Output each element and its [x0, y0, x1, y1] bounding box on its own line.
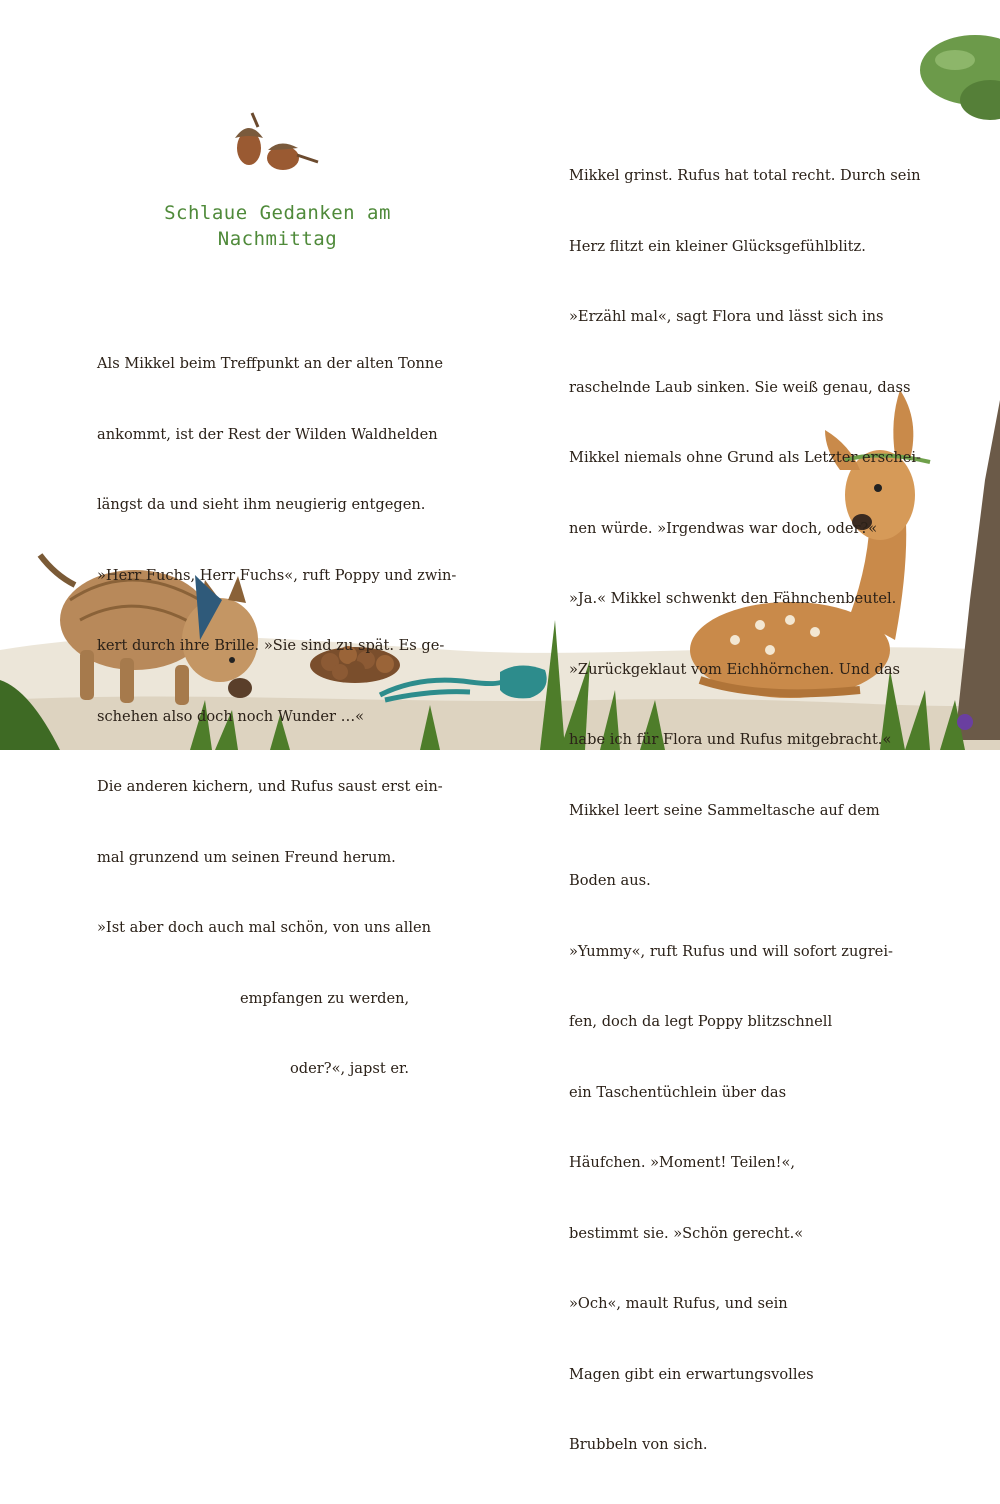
text-line: mal grunzend um seinen Freund herum.	[97, 848, 396, 866]
text-line: schehen also doch noch Wunder …«	[97, 707, 365, 725]
text-line: raschelnde Laub sinken. Sie weiß genau, dass	[569, 378, 911, 396]
right-column-text	[569, 117, 921, 1504]
text-line: empfangen zu werden,	[240, 989, 410, 1007]
text-line: längst da und sieht ihm neugierig entgegen.	[97, 496, 426, 513]
text-line: bestimmt sie. »Schön gerecht.«	[569, 1224, 804, 1242]
text-line: »Erzähl mal«, sagt Flora und lässt sich ins	[569, 308, 884, 325]
text-line: Mikkel niemals ohne Grund als Letzter erschei-	[569, 449, 921, 466]
text-line: Magen gibt ein erwartungsvolles	[569, 1365, 814, 1383]
tree-trunk-illustration	[955, 400, 1000, 740]
text-line: Als Mikkel beim Treffpunkt an der alten Tonne	[97, 355, 443, 372]
text-line: »Herr Fuchs, Herr Fuchs«, ruft Poppy und zwin-	[97, 566, 457, 584]
text-line: »Ja.« Mikkel schwenkt den Fähnchenbeutel.	[569, 590, 897, 607]
tree-foliage-illustration	[920, 35, 1000, 120]
text-line: Häufchen. »Moment! Teilen!«,	[569, 1154, 796, 1171]
text-line: Boden aus.	[569, 872, 651, 889]
text-line: kert durch ihre Brille. »Sie sind zu spät. Es ge-	[97, 637, 445, 654]
text-line: »Yummy«, ruft Rufus und will sofort zugrei-	[569, 942, 893, 960]
text-line: fen, doch da legt Poppy blitzschnell	[569, 1013, 833, 1030]
chapter-title-line: Nachmittag	[217, 228, 338, 250]
text-line: »Zurückgeklaut vom Eichhörnchen. Und das	[569, 660, 901, 678]
chapter-title	[120, 200, 435, 252]
text-line: Mikkel leert seine Sammeltasche auf dem	[569, 801, 880, 819]
text-line: Mikkel grinst. Rufus hat total recht. Durch sein	[569, 167, 921, 184]
text-line: »Ist aber doch auch mal schön, von uns allen	[97, 919, 432, 936]
acorns-icon	[235, 113, 318, 170]
text-line: nen würde. »Irgendwas war doch, oder?«	[569, 519, 878, 537]
chapter-title-line: Schlaue Gedanken am	[164, 202, 391, 224]
left-column-text	[97, 305, 456, 1128]
text-line: Herz flitzt ein kleiner Glücksgefühlblitz.	[569, 237, 866, 255]
text-line: Die anderen kichern, und Rufus saust erst ein-	[97, 778, 443, 795]
text-line: oder?«, japst er.	[290, 1060, 409, 1077]
text-line: ankommt, ist der Rest der Wilden Waldhelden	[97, 425, 438, 443]
text-line: ein Taschentüchlein über das	[569, 1083, 787, 1101]
flower-icon	[957, 714, 973, 730]
text-line: habe ich für Flora und Rufus mitgebracht.«	[569, 731, 892, 748]
text-line: Brubbeln von sich.	[569, 1436, 708, 1453]
text-line: »Och«, mault Rufus, und sein	[569, 1295, 788, 1312]
